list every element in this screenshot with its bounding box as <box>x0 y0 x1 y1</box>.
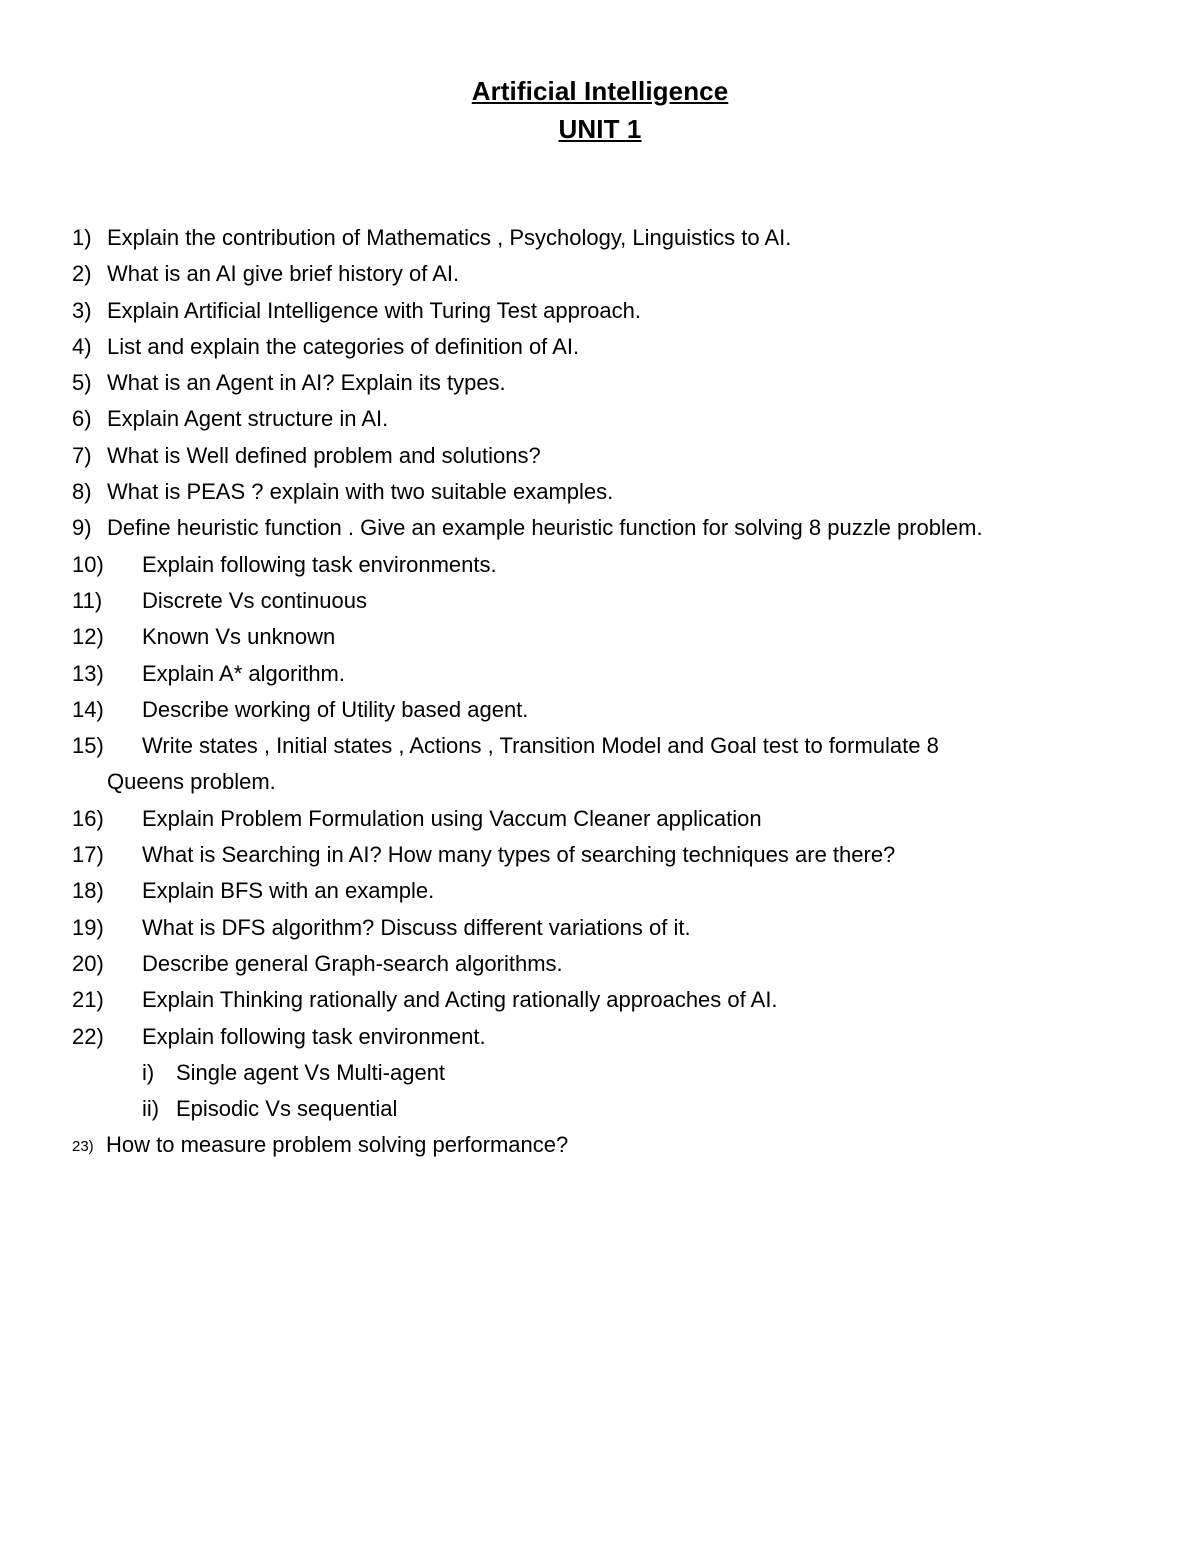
list-item <box>0 1129 1200 1165</box>
item-text: Write states , Initial states , Actions , Transition Model and Goal test to formulate 8 <box>142 733 939 759</box>
item-text: Explain the contribution of Mathematics , Psychology, Linguistics to AI. <box>107 225 792 250</box>
item-text-continuation: Queens problem. <box>107 769 276 795</box>
item-text: Explain A* algorithm. <box>142 660 345 686</box>
sub-item-text: Episodic Vs sequential <box>176 1096 398 1122</box>
list-item <box>0 367 1200 403</box>
list-item <box>0 222 1200 258</box>
question-list <box>0 222 1200 1166</box>
sub-item-number: i) <box>142 1059 155 1085</box>
item-number: 3) <box>72 297 92 323</box>
item-number: 8) <box>72 479 92 505</box>
item-text: What is an Agent in AI? Explain its types. <box>107 370 506 396</box>
item-number: 10) <box>72 551 104 577</box>
item-number: 18) <box>72 878 104 904</box>
list-item <box>0 948 1200 984</box>
sub-item-number: ii) <box>142 1096 160 1122</box>
list-item <box>0 694 1200 730</box>
item-text: How to measure problem solving performance? <box>106 1132 569 1158</box>
list-item <box>0 1021 1200 1057</box>
list-item <box>0 295 1200 331</box>
item-number: 21) <box>72 987 104 1013</box>
item-text: Explain following task environment. <box>142 1023 486 1049</box>
item-number: 19) <box>72 914 104 940</box>
item-number: 16) <box>72 805 104 831</box>
document-title: Artificial Intelligence <box>471 76 729 106</box>
list-item <box>0 440 1200 476</box>
list-item <box>0 984 1200 1020</box>
list-item <box>0 875 1200 911</box>
item-number: 15) <box>72 733 104 759</box>
item-number: 9) <box>72 515 92 541</box>
item-text: Describe general Graph-search algorithms. <box>142 950 563 976</box>
list-item <box>0 549 1200 585</box>
sub-list-item <box>0 1057 1200 1093</box>
item-number: 22) <box>72 1023 104 1049</box>
item-text: Explain BFS with an example. <box>142 878 435 904</box>
item-text: What is Well defined problem and solutions? <box>107 442 541 468</box>
item-text: Known Vs unknown <box>142 624 336 650</box>
sub-item-text: Single agent Vs Multi-agent <box>176 1059 446 1085</box>
item-number: 23) <box>72 1138 94 1156</box>
item-number: 4) <box>72 333 92 359</box>
item-number: 5) <box>72 370 92 396</box>
item-number: 7) <box>72 442 92 468</box>
sub-list-item <box>0 1093 1200 1129</box>
list-item <box>0 403 1200 439</box>
item-text: What is an AI give brief history of AI. <box>107 261 460 287</box>
item-text: Describe working of Utility based agent. <box>142 696 529 722</box>
item-number: 12) <box>72 624 104 650</box>
item-text: Define heuristic function . Give an example heuristic function for solving 8 puzzle problem. <box>107 515 983 541</box>
list-item <box>0 476 1200 512</box>
list-item <box>0 839 1200 875</box>
item-number: 20) <box>72 950 104 976</box>
item-number: 1) <box>72 225 92 250</box>
item-number: 6) <box>72 406 92 432</box>
item-text: Explain Problem Formulation using Vaccum Cleaner application <box>142 805 762 831</box>
item-number: 17) <box>72 842 104 868</box>
item-text: Explain following task environments. <box>142 551 497 577</box>
item-text: Explain Thinking rationally and Acting rationally approaches of AI. <box>142 987 778 1013</box>
item-number: 13) <box>72 660 104 686</box>
list-item <box>0 621 1200 657</box>
list-item <box>0 658 1200 694</box>
item-text: What is Searching in AI? How many types of searching techniques are there? <box>142 842 896 868</box>
document-subtitle: UNIT 1 <box>558 114 642 144</box>
item-text: What is PEAS ? explain with two suitable examples. <box>107 479 614 505</box>
item-number: 11) <box>72 587 103 613</box>
list-item <box>0 512 1200 548</box>
item-number: 2) <box>72 261 92 287</box>
item-text: List and explain the categories of definition of AI. <box>107 333 580 359</box>
list-item <box>0 912 1200 948</box>
item-number: 14) <box>72 696 104 722</box>
list-item <box>0 803 1200 839</box>
item-text: What is DFS algorithm? Discuss different variations of it. <box>142 914 691 940</box>
list-item <box>0 730 1200 803</box>
list-item <box>0 258 1200 294</box>
item-text: Explain Artificial Intelligence with Turing Test approach. <box>107 297 641 323</box>
list-item <box>0 331 1200 367</box>
item-text: Explain Agent structure in AI. <box>107 406 389 432</box>
item-text: Discrete Vs continuous <box>142 587 367 613</box>
list-item <box>0 585 1200 621</box>
